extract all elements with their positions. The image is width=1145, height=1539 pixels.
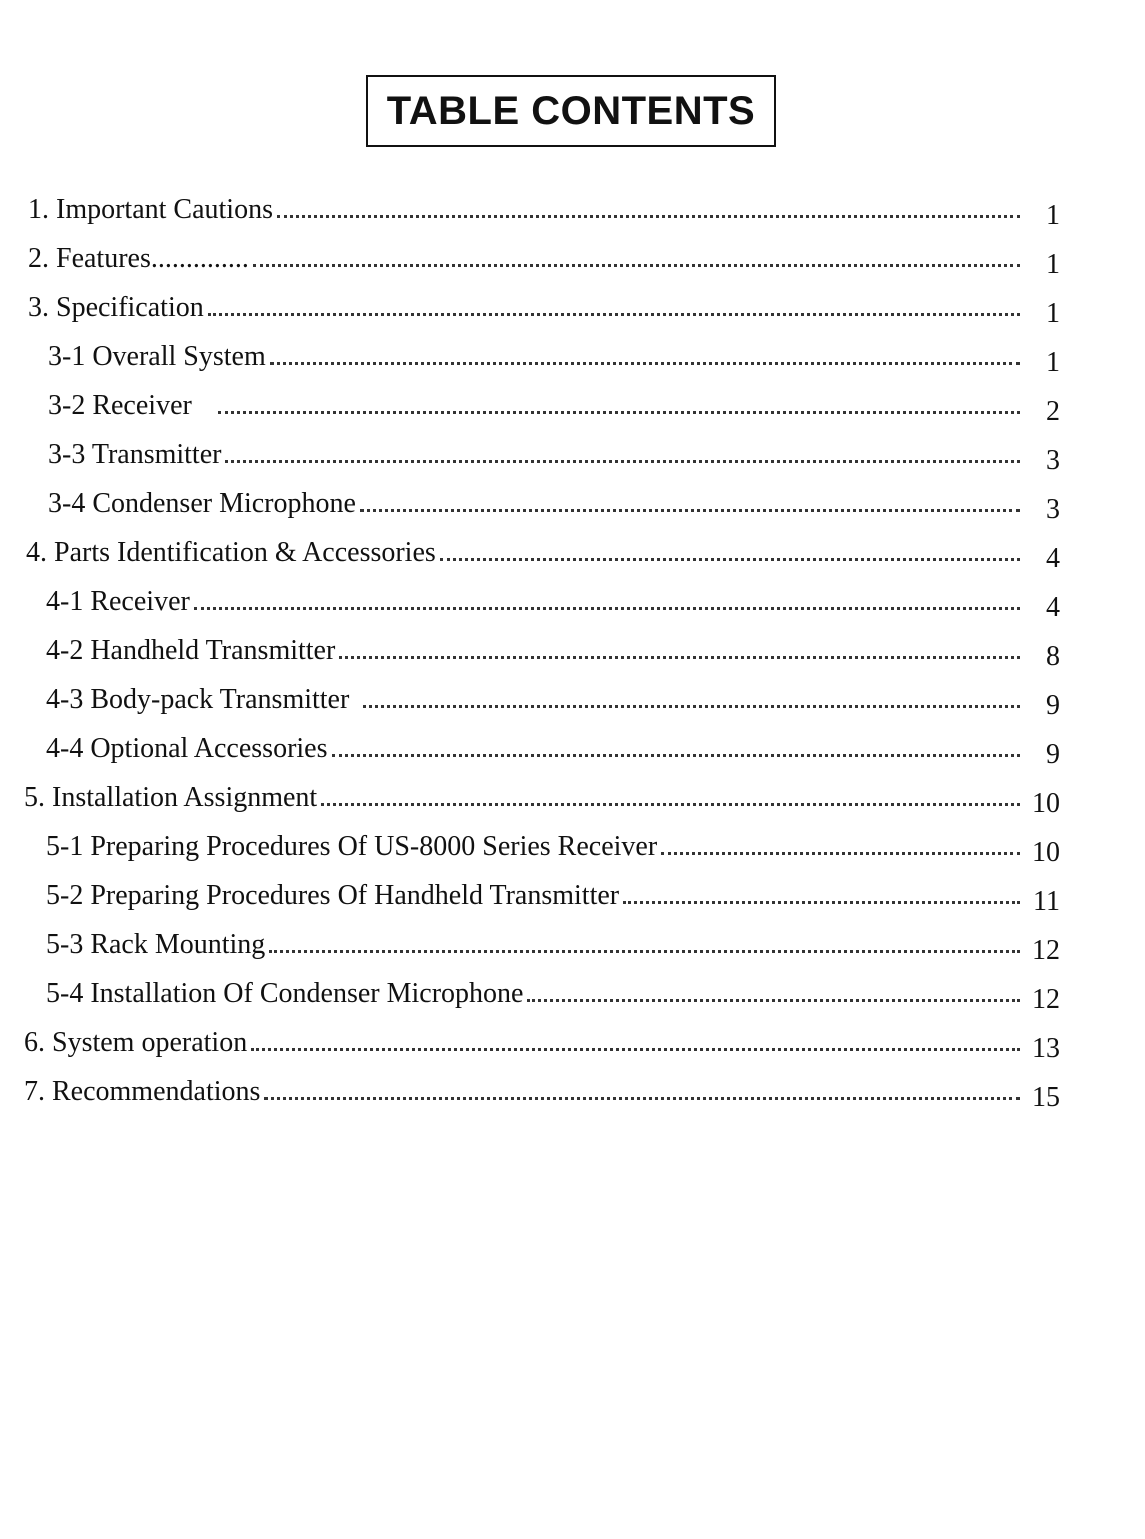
toc-entry-page: 3: [1046, 445, 1060, 476]
toc-leader-dots: [253, 264, 1020, 267]
toc-entry[interactable]: [28, 288, 1060, 328]
toc-entry-label: 5-1 Preparing Procedures Of US-8000 Series Receiver: [46, 831, 658, 862]
toc-entry-page: 12: [1032, 984, 1060, 1015]
toc-entry-label: 4-3 Body-pack Transmitter: [46, 684, 350, 715]
toc-leader-dots: [321, 803, 1020, 806]
toc-leader-dots: [270, 362, 1020, 365]
toc-leader-dots: [225, 460, 1020, 463]
toc-entry-page: 10: [1032, 837, 1060, 868]
toc-entry-page: 11: [1033, 886, 1060, 917]
toc-entry-label: 3. Specification: [28, 292, 204, 323]
toc-entry-label: 4-2 Handheld Transmitter: [46, 635, 336, 666]
toc-entry[interactable]: [46, 582, 1060, 622]
toc-entry-page: 4: [1046, 543, 1060, 574]
toc-entry-page: 1: [1046, 249, 1060, 280]
toc-entry-label: 3-2 Receiver: [48, 390, 192, 421]
toc-entry-label: 5-3 Rack Mounting: [46, 929, 266, 960]
title-box: [366, 75, 776, 147]
toc-leader-dots: [194, 607, 1020, 610]
toc-entry-label: 3-4 Condenser Microphone: [48, 488, 356, 519]
toc-leader-dots: [218, 411, 1020, 414]
toc-entry[interactable]: [26, 533, 1060, 573]
toc-entry-page: 4: [1046, 592, 1060, 623]
toc-leader-dots: [339, 656, 1020, 659]
toc-entry-label: 1. Important Cautions: [28, 194, 273, 225]
toc-entry[interactable]: [46, 827, 1060, 867]
toc-entry-page: 2: [1046, 396, 1060, 427]
toc-entry-page: 3: [1046, 494, 1060, 525]
toc-entry[interactable]: [28, 190, 1060, 230]
toc-leader-dots: [332, 754, 1021, 757]
toc-entry-label: 4. Parts Identification & Accessories: [26, 537, 436, 568]
toc-entry-page: 10: [1032, 788, 1060, 819]
toc-entry-label: 3-3 Transmitter: [48, 439, 222, 470]
toc-entry[interactable]: [24, 1023, 1060, 1063]
toc-entry-label: 2. Features..............: [28, 243, 249, 274]
toc-entry-label: 3-1 Overall System: [48, 341, 266, 372]
toc-entry[interactable]: [24, 778, 1060, 818]
toc-leader-dots: [251, 1048, 1020, 1051]
toc-entry[interactable]: [48, 386, 1060, 426]
toc-entry[interactable]: [46, 631, 1060, 671]
toc-entry-page: 12: [1032, 935, 1060, 966]
toc-entry[interactable]: [46, 729, 1060, 769]
toc-entry[interactable]: [28, 239, 1060, 279]
page-title: TABLE CONTENTS: [386, 88, 756, 133]
toc-entry-label: 6. System operation: [24, 1027, 248, 1058]
toc-entry[interactable]: [48, 484, 1060, 524]
toc-entry-page: 1: [1046, 200, 1060, 231]
toc-entry-page: 15: [1032, 1082, 1060, 1113]
toc-leader-dots: [264, 1097, 1020, 1100]
toc-entry-page: 9: [1046, 739, 1060, 770]
toc-leader-dots: [277, 215, 1020, 218]
toc-entry-label: 5. Installation Assignment: [24, 782, 318, 813]
toc-entry[interactable]: [46, 680, 1060, 720]
toc-entry-page: 1: [1046, 347, 1060, 378]
toc-entry[interactable]: [46, 974, 1060, 1014]
toc-entry-page: 13: [1032, 1033, 1060, 1064]
toc-entry-label: 5-4 Installation Of Condenser Microphone: [46, 978, 524, 1009]
toc-entry-label: 5-2 Preparing Procedures Of Handheld Transmitter: [46, 880, 620, 911]
toc-entry-label: 4-1 Receiver: [46, 586, 190, 617]
toc-entry[interactable]: [48, 435, 1060, 475]
toc-leader-dots: [363, 705, 1020, 708]
toc-entry-page: 1: [1046, 298, 1060, 329]
toc-entry[interactable]: [48, 337, 1060, 377]
toc-entry-page: 9: [1046, 690, 1060, 721]
toc-leader-dots: [527, 999, 1020, 1002]
toc-leader-dots: [623, 901, 1020, 904]
toc-entry-label: 7. Recommendations: [24, 1076, 261, 1107]
toc-entry-label: 4-4 Optional Accessories: [46, 733, 328, 764]
toc-entry-page: 8: [1046, 641, 1060, 672]
toc-entry[interactable]: [46, 876, 1060, 916]
toc-leader-dots: [360, 509, 1020, 512]
toc-leader-dots: [208, 313, 1020, 316]
toc-leader-dots: [269, 950, 1020, 953]
toc-leader-dots: [440, 558, 1020, 561]
toc-entry[interactable]: [24, 1072, 1060, 1112]
toc-leader-dots: [661, 852, 1020, 855]
toc-entry[interactable]: [46, 925, 1060, 965]
